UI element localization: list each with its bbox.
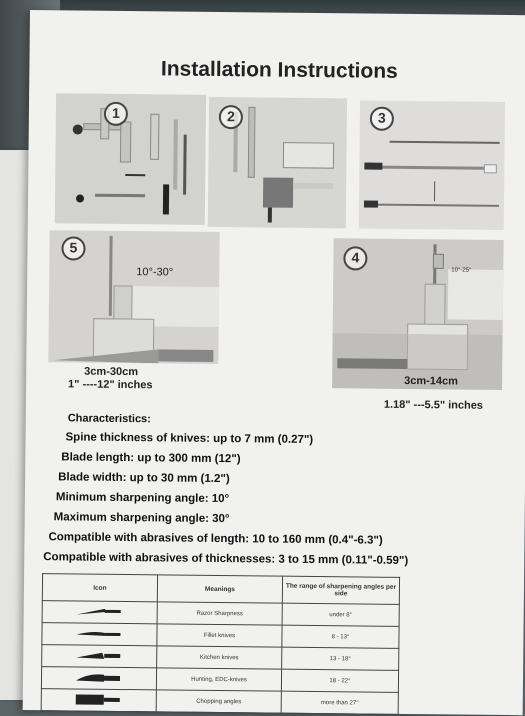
blade-size-inch-label-4: 1.18" ---5.5" inches: [383, 398, 484, 412]
instruction-sheet: [23, 10, 525, 715]
header-icon: Icon: [42, 574, 157, 602]
row-range: 8 - 13°: [282, 625, 399, 648]
photo-step-5: [48, 230, 219, 364]
photo-step-1: [55, 93, 206, 225]
characteristic-line: Minimum sharpening angle: 10°: [55, 491, 230, 506]
sharpening-angles-table: [41, 573, 400, 715]
razor-knife-icon: [75, 605, 125, 618]
row-meaning: Chopping angles: [156, 690, 281, 713]
row-range: more than 27°: [281, 691, 398, 714]
blade-size-cm-label: 3cm-30cm: [84, 365, 139, 379]
angle-range-label: 10°-30°: [136, 266, 174, 279]
row-range: 13 - 18°: [282, 647, 399, 670]
angle-range-label-4: 10°-25°: [451, 267, 472, 274]
photo-step-3: [359, 100, 505, 230]
photo-step-2: [208, 97, 347, 228]
step-number-5: 5: [61, 236, 85, 260]
characteristics-heading: Characteristics:: [67, 412, 151, 426]
parts-illustration: [55, 93, 206, 225]
characteristic-line: Maximum sharpening angle: 30°: [53, 511, 230, 526]
hunting-knife-icon: [74, 670, 124, 685]
blade-size-inch-label: 1" ----12" inches: [68, 378, 153, 392]
row-meaning: Kitchen knives: [157, 646, 282, 669]
page-title: Installation Instructions: [160, 57, 398, 83]
step-number-3: 3: [370, 107, 394, 131]
row-meaning: Razor Sharpness: [157, 602, 282, 625]
chopping-knife-icon: [74, 692, 124, 707]
table-header-row: [42, 574, 399, 605]
blade-size-cm-label-4: 3cm-14cm: [404, 374, 459, 388]
characteristic-line: Spine thickness of knives: up to 7 mm (0.27"): [65, 431, 314, 446]
characteristic-line: Compatible with abrasives of thicknesses: 3 to 15 mm (0.11"-0.59"): [43, 551, 409, 567]
header-range: The range of sharpening angles per side: [282, 576, 399, 604]
fillet-knife-icon: [74, 627, 124, 640]
photo-step-4: [332, 238, 504, 390]
step-number-1: 1: [104, 102, 128, 126]
characteristic-line: Compatible with abrasives of length: 10 to 160 mm (0.4"-6.3"): [48, 531, 383, 547]
step-number-2: 2: [219, 105, 243, 129]
characteristic-line: Blade width: up to 30 mm (1.2"): [58, 471, 230, 486]
row-range: under 8°: [282, 603, 399, 626]
row-meaning: Fillet knives: [157, 624, 282, 647]
table-row: [41, 689, 398, 715]
step-number-4: 4: [343, 246, 367, 270]
characteristic-line: Blade length: up to 300 mm (12"): [61, 451, 241, 466]
row-meaning: Hunting, EDC-knives: [156, 668, 281, 691]
row-range: 18 - 22°: [281, 669, 398, 692]
kitchen-knife-icon: [74, 649, 124, 662]
header-meanings: Meanings: [157, 575, 282, 603]
